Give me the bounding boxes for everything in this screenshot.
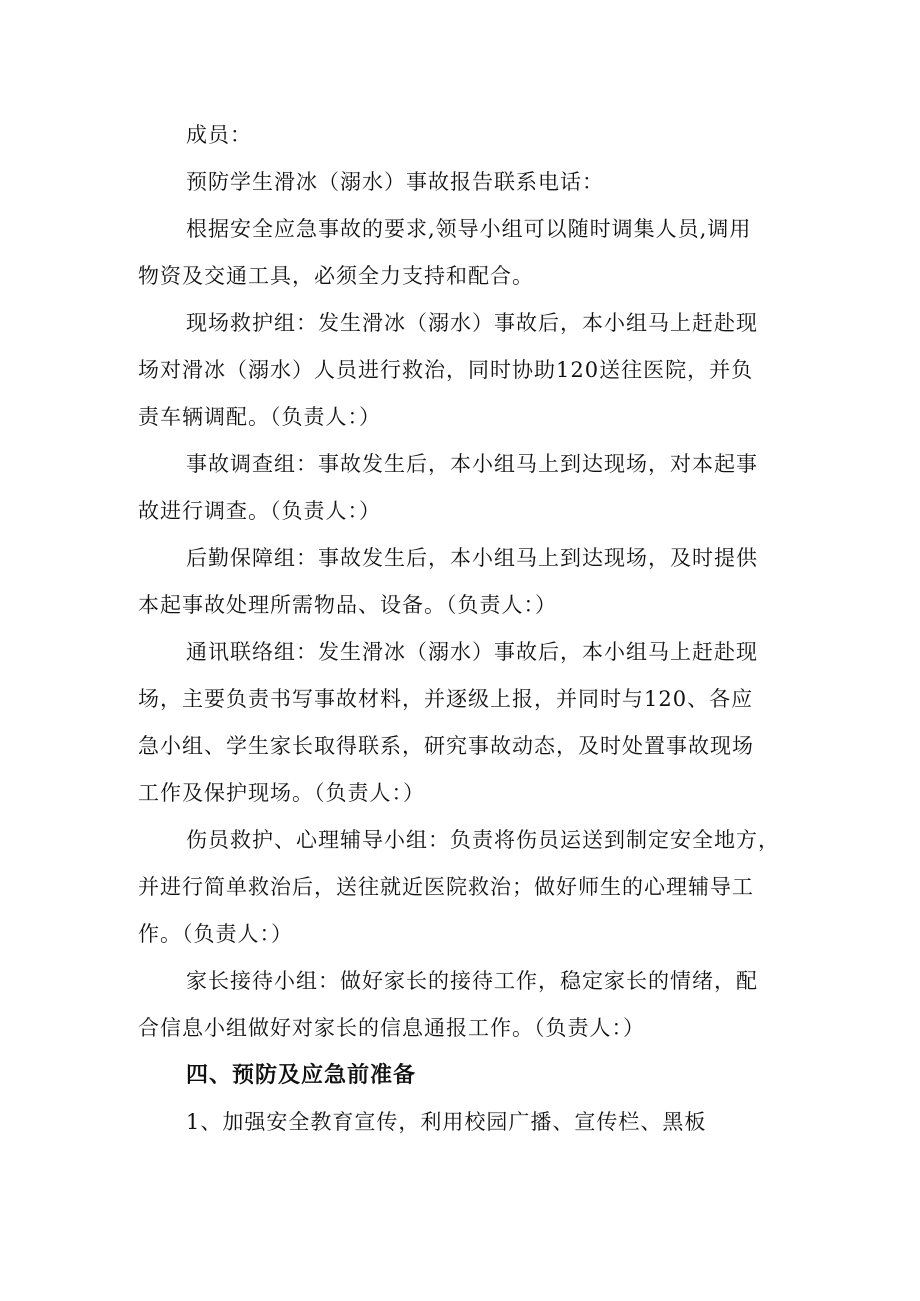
paragraph-line: 现场救护组：发生滑冰（溺水）事故后，本小组马上赶赴现 (186, 311, 758, 335)
paragraph-line: 合信息小组做好对家长的信息通报工作。（负责人：） (138, 1016, 645, 1040)
paragraph-line: 后勤保障组：事故发生后，本小组马上到达现场，及时提供 (186, 546, 758, 570)
paragraph-line: 场对滑冰（溺水）人员进行救治，同时协助120送往医院，并负 (138, 358, 754, 382)
paragraph-line: 并进行简单救治后，送往就近医院救治；做好师生的心理辅导工 (138, 875, 754, 899)
paragraph-line: 通讯联络组：发生滑冰（溺水）事故后，本小组马上赶赴现 (186, 640, 758, 664)
document-body (138, 112, 798, 1146)
paragraph-line: 工作及保护现场。（负责人：） (138, 781, 425, 805)
section-heading: 四、预防及应急前准备 (186, 1063, 417, 1088)
paragraph-line: 故进行调查。（负责人：） (138, 499, 381, 523)
report-phone-line: 预防学生滑冰（溺水）事故报告联系电话： (186, 170, 604, 194)
paragraph-line: 家长接待小组：做好家长的接待工作，稳定家长的情绪，配 (186, 969, 758, 993)
paragraph-line: 场，主要负责书写事故材料，并逐级上报，并同时与120、各应 (138, 687, 754, 711)
paragraph-line: 根据安全应急事故的要求,领导小组可以随时调集人员,调用 (186, 217, 752, 241)
paragraph-line: 作。（负责人：） (138, 922, 293, 946)
paragraph-line: 急小组、学生家长取得联系，研究事故动态，及时处置事故现场 (138, 734, 754, 758)
paragraph-line: 本起事故处理所需物品、设备。（负责人：） (138, 593, 557, 617)
paragraph-line: 伤员救护、心理辅导小组：负责将伤员运送到制定安全地方， (186, 828, 780, 852)
paragraph-line: 事故调查组：事故发生后，本小组马上到达现场，对本起事 (186, 452, 758, 476)
paragraph-line: 物资及交通工具，必须全力支持和配合。 (138, 264, 534, 288)
paragraph-line: 1、加强安全教育宣传，利用校园广播、宣传栏、黑板 (186, 1110, 707, 1134)
paragraph-line: 责车辆调配。（负责人：） (138, 405, 381, 429)
members-line: 成员： (186, 123, 252, 147)
